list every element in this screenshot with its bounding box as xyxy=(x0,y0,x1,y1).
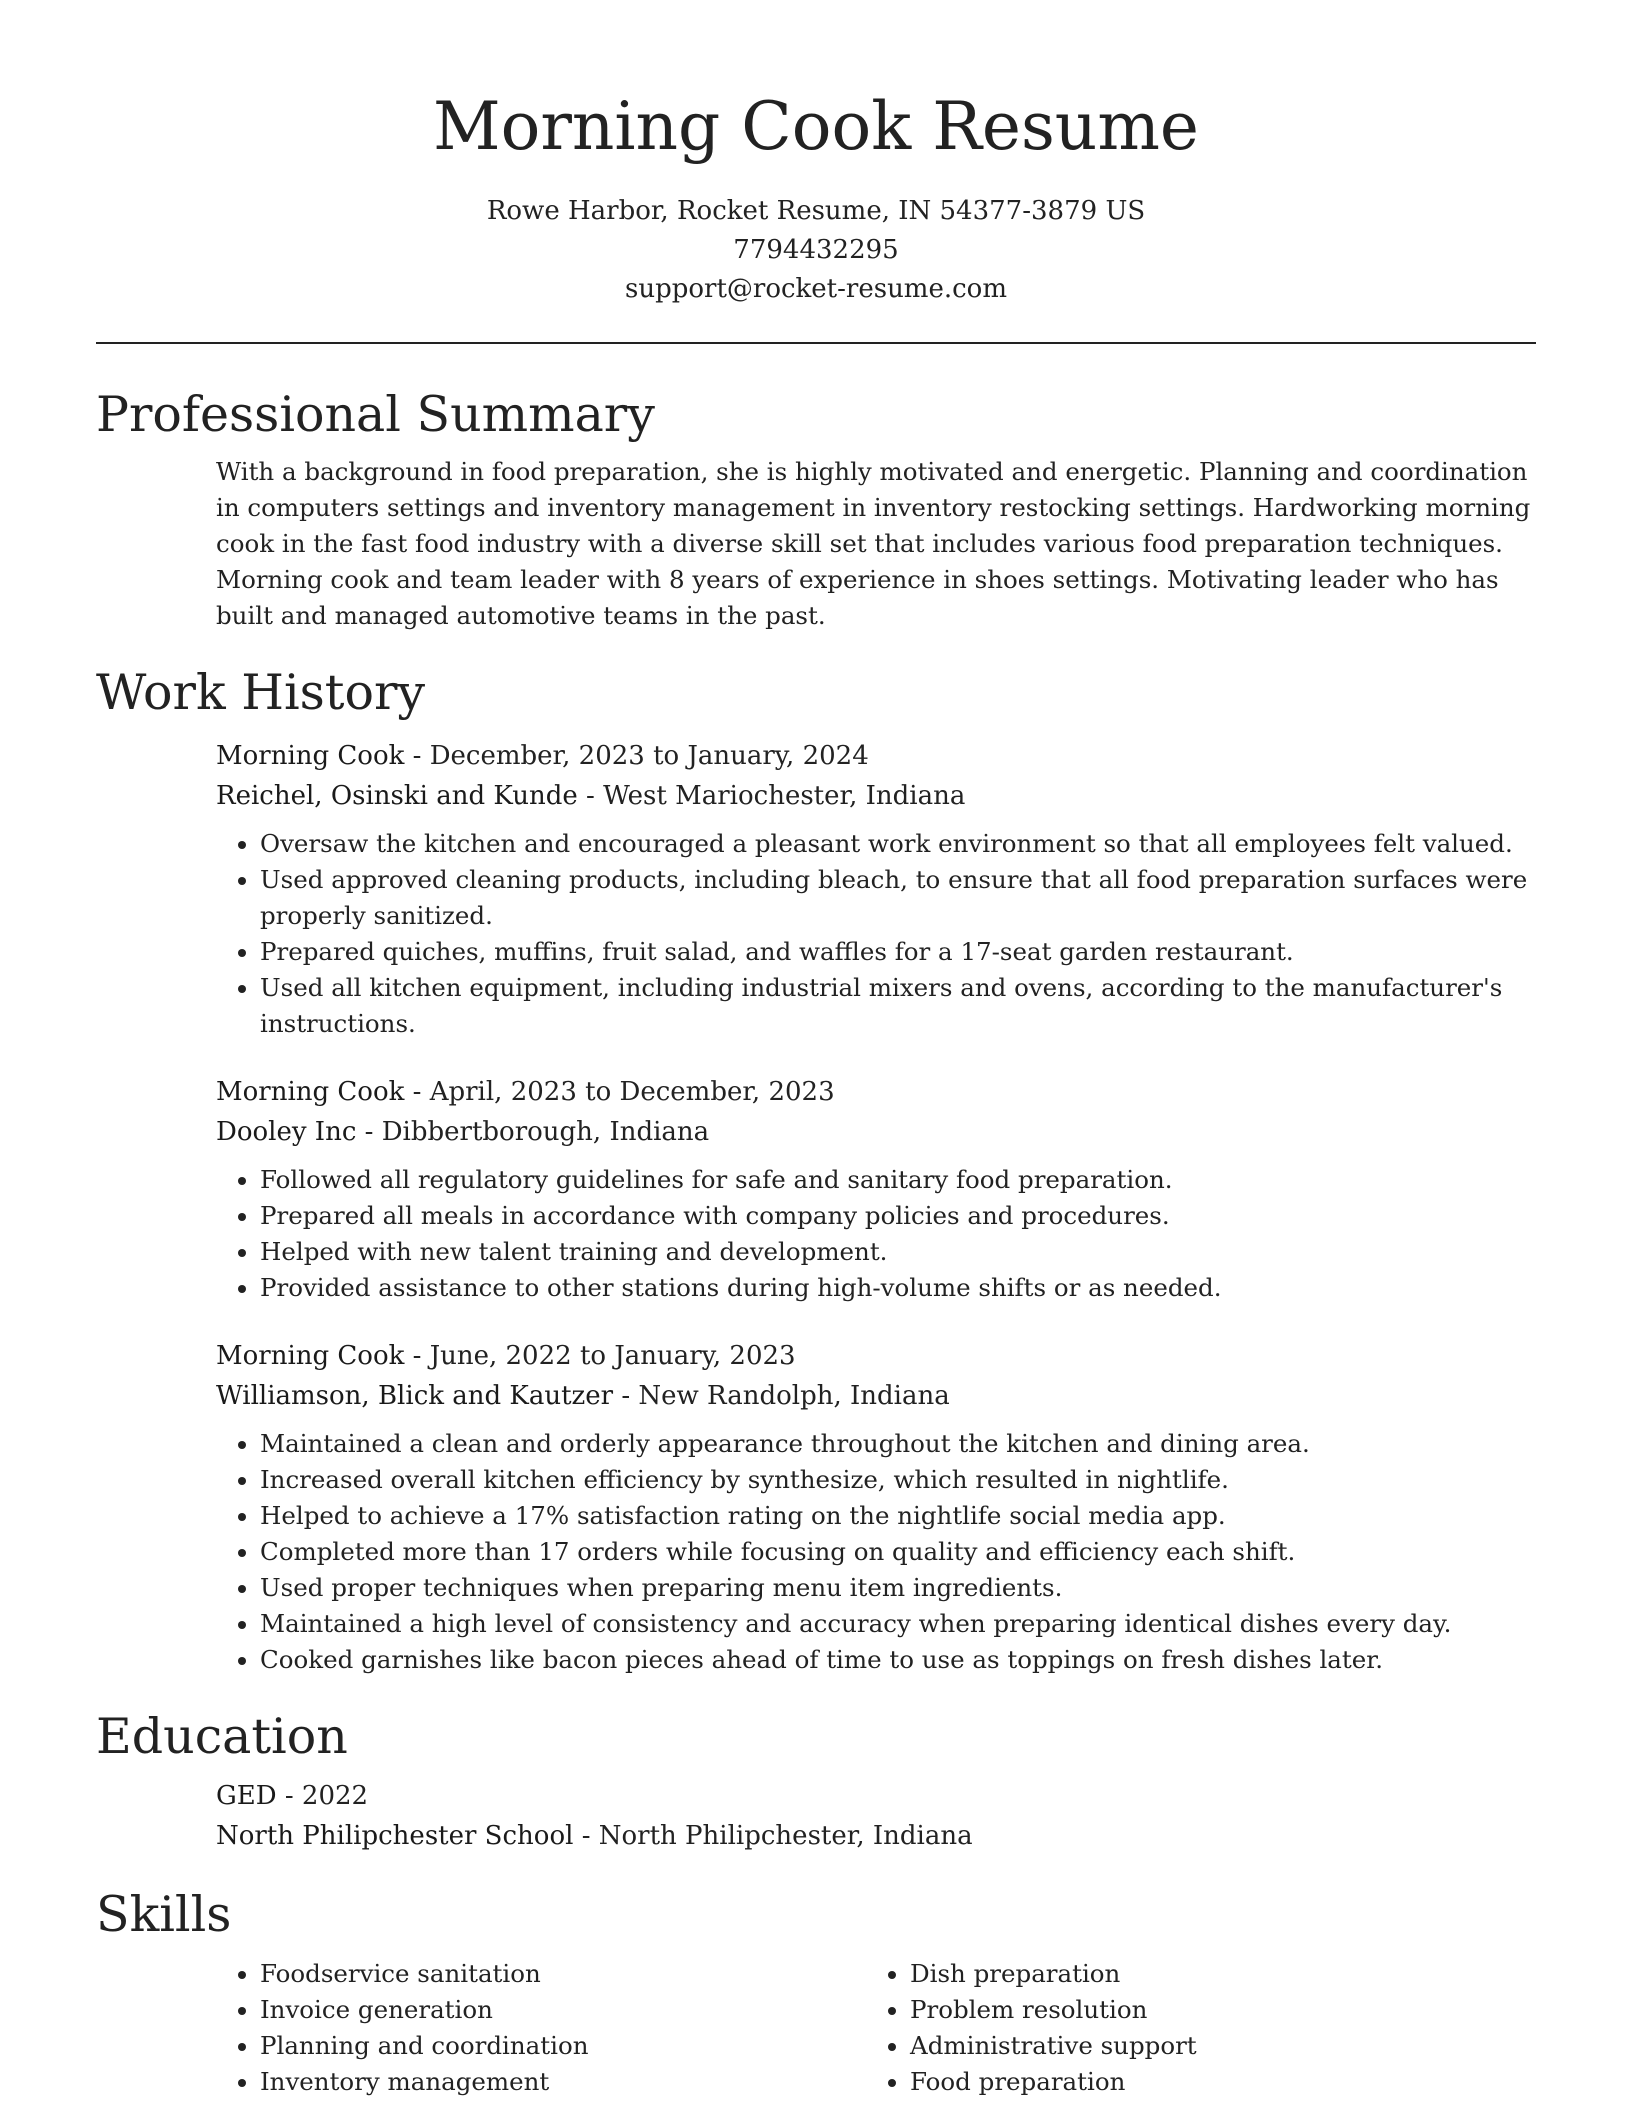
email-address[interactable]: support@rocket-resume.com xyxy=(624,274,1007,304)
job-dates: - June, 2022 to January, 2023 xyxy=(404,1341,796,1371)
resume-title: Morning Cook Resume xyxy=(433,88,1199,165)
list-item: • Provided assistance to other stations during high-volume shifts or as needed. xyxy=(260,1270,1536,1306)
job-title-line xyxy=(216,1072,1536,1112)
job-company: Williamson, Blick and Kautzer xyxy=(216,1381,614,1411)
job-title-line xyxy=(216,1336,1536,1376)
work-history-section xyxy=(96,660,1536,1678)
phone-number: 7794432295 xyxy=(733,235,899,265)
skill-item: • Invoice generation xyxy=(260,1992,866,2028)
job-location: - New Randolph, Indiana xyxy=(613,1381,950,1411)
skill-item: • Dish preparation xyxy=(910,1956,1516,1992)
skill-item: • Administrative support xyxy=(910,2028,1516,2064)
job-entry xyxy=(216,1336,1536,1678)
graduation-year: - 2022 xyxy=(276,1781,369,1811)
skills-list-left xyxy=(216,1956,866,2100)
job-entry xyxy=(216,1072,1536,1306)
skills-section xyxy=(96,1882,1536,2100)
education-degree-line xyxy=(216,1776,1536,1816)
contact-info xyxy=(96,192,1536,309)
work-history-heading: Work History xyxy=(96,664,426,721)
job-company-line xyxy=(216,1112,1536,1152)
list-item: • Used approved cleaning products, including bleach, to ensure that all food preparation surfaces were properly sanitized. xyxy=(260,862,1536,934)
list-item: • Maintained a clean and orderly appearance throughout the kitchen and dining area. xyxy=(260,1426,1536,1462)
list-item: • Helped with new talent training and development. xyxy=(260,1234,1536,1270)
list-item: • Followed all regulatory guidelines for safe and sanitary food preparation. xyxy=(260,1162,1536,1198)
job-title-line xyxy=(216,736,1536,776)
summary-heading: Professional Summary xyxy=(96,386,655,443)
list-item: • Prepared all meals in accordance with company policies and procedures. xyxy=(260,1198,1536,1234)
list-item: • Maintained a high level of consistency and accuracy when preparing identical dishes every day. xyxy=(260,1606,1536,1642)
school-location: - North Philipchester, Indiana xyxy=(573,1821,973,1851)
skill-item: • Food preparation xyxy=(910,2064,1516,2100)
job-company-line xyxy=(216,1376,1536,1416)
header-divider xyxy=(96,342,1536,344)
list-item: • Cooked garnishes like bacon pieces ahead of time to use as toppings on fresh dishes later. xyxy=(260,1642,1536,1678)
job-entry xyxy=(216,736,1536,1042)
job-role: Morning Cook xyxy=(216,1077,405,1107)
summary-text: With a background in food preparation, she is highly motivated and energetic. Planning and coordination in computers settings and inventory management in inventory restocking settings. Hardworking morning cook in the fast food industry with a diverse skill set that includes various food preparation techniques. Morning cook and team leader with 8 years of experience in shoes settings. Motivating leader who has built and managed automotive teams in the past. xyxy=(216,457,1531,630)
skills-column-right xyxy=(866,1948,1516,2100)
job-role: Morning Cook xyxy=(216,741,405,771)
summary-section xyxy=(96,382,1536,634)
address: Rowe Harbor, Rocket Resume, IN 54377-3879 US xyxy=(486,196,1146,226)
skill-item: • Inventory management xyxy=(260,2064,866,2100)
list-item: • Helped to achieve a 17% satisfaction rating on the nightlife social media app. xyxy=(260,1498,1536,1534)
list-item: • Used all kitchen equipment, including industrial mixers and ovens, according to the manufacturer's instructions. xyxy=(260,970,1536,1042)
degree: GED xyxy=(216,1781,277,1811)
list-item: • Oversaw the kitchen and encouraged a pleasant work environment so that all employees felt valued. xyxy=(260,826,1536,862)
job-dates: - December, 2023 to January, 2024 xyxy=(404,741,869,771)
skill-item: • Planning and coordination xyxy=(260,2028,866,2064)
skills-heading: Skills xyxy=(96,1886,232,1943)
skill-item: • Foodservice sanitation xyxy=(260,1956,866,1992)
job-location: - Dibbertborough, Indiana xyxy=(356,1117,710,1147)
skill-item: • Problem resolution xyxy=(910,1992,1516,2028)
list-item: • Prepared quiches, muffins, fruit salad, and waffles for a 17-seat garden restaurant. xyxy=(260,934,1536,970)
skills-grid xyxy=(96,1948,1536,2100)
skills-column-left xyxy=(216,1948,866,2100)
resume-page xyxy=(96,0,1536,2100)
job-duties xyxy=(216,826,1536,1042)
job-company: Dooley Inc xyxy=(216,1117,357,1147)
list-item: • Used proper techniques when preparing menu item ingredients. xyxy=(260,1570,1536,1606)
school-name: North Philipchester School xyxy=(216,1821,574,1851)
resume-header xyxy=(96,0,1536,344)
list-item: • Completed more than 17 orders while focusing on quality and efficiency each shift. xyxy=(260,1534,1536,1570)
job-company-line xyxy=(216,776,1536,816)
job-dates: - April, 2023 to December, 2023 xyxy=(404,1077,835,1107)
job-role: Morning Cook xyxy=(216,1341,405,1371)
skills-list-right xyxy=(866,1956,1516,2100)
list-item: • Increased overall kitchen efficiency by synthesize, which resulted in nightlife. xyxy=(260,1462,1536,1498)
job-duties xyxy=(216,1426,1536,1678)
education-section xyxy=(96,1704,1536,1856)
job-duties xyxy=(216,1162,1536,1306)
education-heading: Education xyxy=(96,1708,348,1765)
education-school-line xyxy=(216,1816,1536,1856)
job-location: - West Mariochester, Indiana xyxy=(577,781,966,811)
job-company: Reichel, Osinski and Kunde xyxy=(216,781,578,811)
